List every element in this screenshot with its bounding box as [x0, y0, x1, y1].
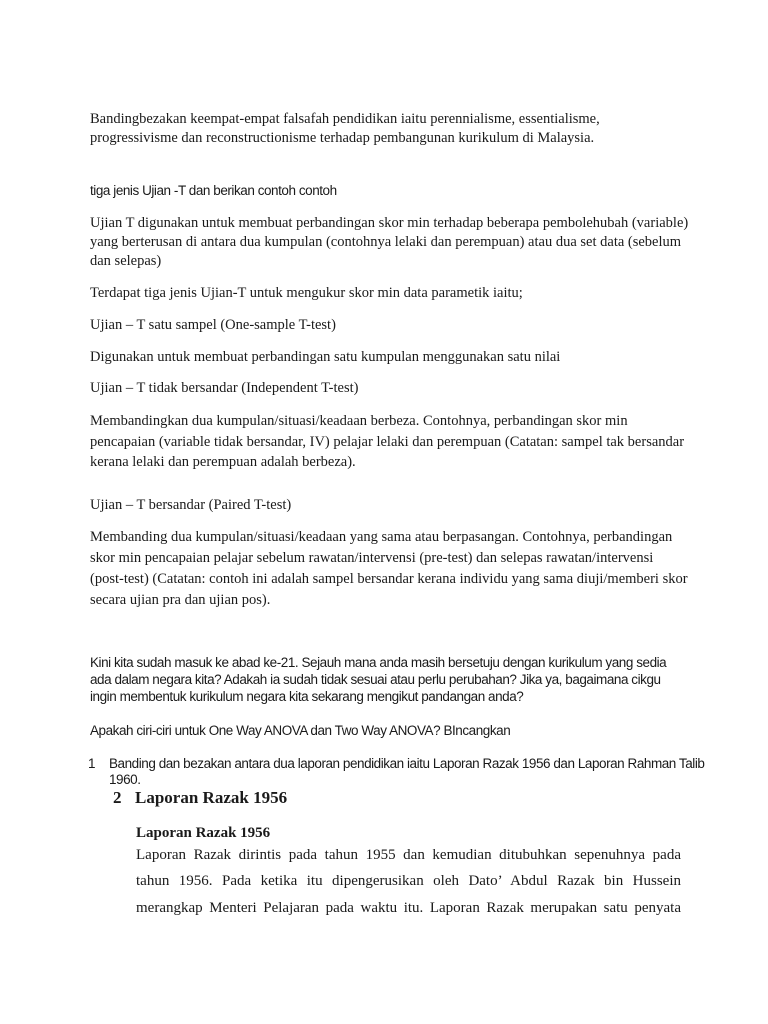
heading-one-sample-t-test: Ujian – T satu sampel (One-sample T-test)	[90, 317, 336, 333]
section-number: 2	[113, 788, 122, 807]
heading-paired-t-test: Ujian – T bersandar (Paired T-test)	[90, 497, 292, 513]
heading-independent-t-test: Ujian – T tidak bersandar (Independent T-test)	[90, 380, 359, 396]
paragraph-ujian-t-types-intro: Terdapat tiga jenis Ujian-T untuk mengukur skor min data parametik iaitu;	[90, 285, 523, 301]
paragraph-ujian-t-question: tiga jenis Ujian -T dan berikan contoh contoh	[90, 183, 337, 198]
paragraph-paired-description: Membanding dua kumpulan/situasi/keadaan yang sama atau berpasangan. Contohnya, perbandingan skor min pencapaian pelajar sebelum rawatan/intervensi (pre-test) dan selepas rawatan/intervensi (post-test) (Catatan: contoh ini adalah sampel bersandar kerana individu yang sama diuji/memberi skor secara ujian pra dan ujian pos).	[90, 529, 688, 608]
list-item-text: Banding dan bezakan antara dua laporan pendidikan iaitu Laporan Razak 1956 dan Laporan Rahman Talib 1960.	[109, 756, 705, 787]
paragraph-ujian-t-definition: Ujian T digunakan untuk membuat perbandingan skor min terhadap beberapa pembolehubah (variable) yang berterusan di antara dua kumpulan (contohnya lelaki dan perempuan) atau dua set data (sebelum dan selepas)	[90, 215, 689, 269]
paragraph-falsafah-question: Bandingbezakan keempat-empat falsafah pendidikan iaitu perennialisme, essentialisme, progressivisme dan reconstructionisme terhadap pembangunan kurikulum di Malaysia.	[90, 111, 600, 146]
body-line: tahun 1956. Pada ketika itu dipengerusikan oleh Dato’ Abdul Razak bin Hussein	[136, 873, 681, 890]
body-line: merangkap Menteri Pelajaran pada waktu itu. Laporan Razak merupakan satu penyata	[136, 899, 681, 916]
paragraph-one-sample-description: Digunakan untuk membuat perbandingan satu kumpulan menggunakan satu nilai	[90, 349, 561, 365]
paragraph-kurikulum-question: Kini kita sudah masuk ke abad ke-21. Sejauh mana anda masih bersetuju dengan kurikulum yang sedia ada dalam negara kita? Adakah ia sudah tidak sesuai atau perlu perubahan? Jika ya, bagaimana cikgu ingin membentuk kurikulum negara kita sekarang mengikut pandangan anda?	[90, 655, 667, 704]
paragraph-independent-description: Membandingkan dua kumpulan/situasi/keadaan berbeza. Contohnya, perbandingan skor min pencapaian (variable tidak bersandar, IV) pelajar lelaki dan perempuan (Catatan: sampel tak bersandar kerana lelaki dan perempuan adalah berbeza).	[90, 413, 685, 470]
section-heading	[113, 788, 287, 808]
body-line: Laporan Razak dirintis pada tahun 1955 dan kemudian ditubuhkan sepenuhnya pada	[136, 847, 681, 863]
sub-heading: Laporan Razak 1956	[136, 825, 271, 841]
body-text	[136, 842, 681, 921]
list-number: 1	[88, 756, 96, 771]
section-title: Laporan Razak 1956	[135, 788, 288, 807]
paragraph-anova-question: Apakah ciri-ciri untuk One Way ANOVA dan Two Way ANOVA? BIncangkan	[90, 723, 511, 738]
